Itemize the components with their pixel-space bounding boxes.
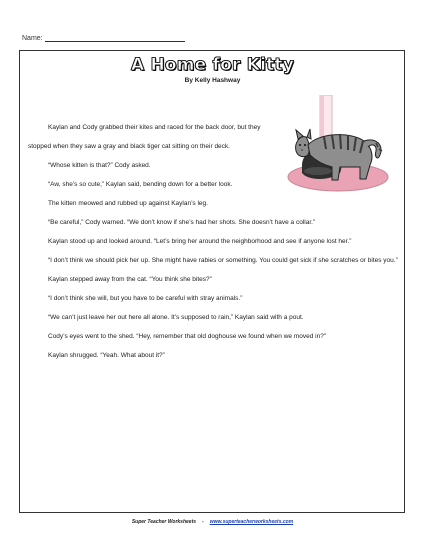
story-paragraph: Cody’s eyes went to the shed. “Hey, remember that old doghouse we found when we moved in?” bbox=[48, 333, 326, 340]
story-text bbox=[28, 118, 398, 365]
name-blank-line bbox=[45, 34, 185, 42]
story-author: By Kelly Hashway bbox=[184, 77, 241, 84]
story-paragraph: “Aw, she’s so cute,” Kaylan said, bending down for a better look. bbox=[48, 181, 233, 188]
story-paragraph: “I don’t think we should pick her up. She might have rabies or something. You could get sick if she scratches or bites you.” bbox=[48, 257, 398, 264]
name-field bbox=[22, 34, 185, 42]
story-paragraph: Kaylan stood up and looked around. “Let’s bring her around the neighborhood and see if anyone lost her.” bbox=[48, 238, 352, 245]
story-paragraph: Kaylan and Cody grabbed their kites and raced for the back door, but they stopped when they saw a gray and black tiger cat sitting on their deck. bbox=[28, 124, 261, 150]
name-label: Name: bbox=[22, 35, 43, 42]
footer-separator: - bbox=[202, 519, 204, 525]
story-paragraph: Kaylan shrugged. “Yeah. What about it?” bbox=[48, 352, 165, 359]
footer-link[interactable]: www.superteacherworksheets.com bbox=[209, 519, 294, 525]
story-paragraph: Kaylan stepped away from the cat. “You think she bites?” bbox=[48, 276, 212, 283]
story-title: A Home for Kitty bbox=[130, 55, 295, 75]
story-paragraph: “Be careful,” Cody warned. “We don’t know if she’s had her shots. She doesn’t have a collar.” bbox=[48, 219, 316, 226]
story-paragraph: “I don’t think she will, but you have to be careful with stray animals.” bbox=[48, 295, 243, 302]
footer-brand: Super Teacher Worksheets bbox=[131, 519, 197, 525]
story-paragraph: “Whose kitten is that?” Cody asked. bbox=[48, 162, 151, 169]
page-footer bbox=[0, 519, 425, 525]
story-paragraph: “We can’t just leave her out here all alone. It’s supposed to rain,” Kaylan said with a pout. bbox=[48, 314, 304, 321]
story-paragraph: The kitten meowed and rubbed up against Kaylan’s leg. bbox=[48, 200, 208, 207]
